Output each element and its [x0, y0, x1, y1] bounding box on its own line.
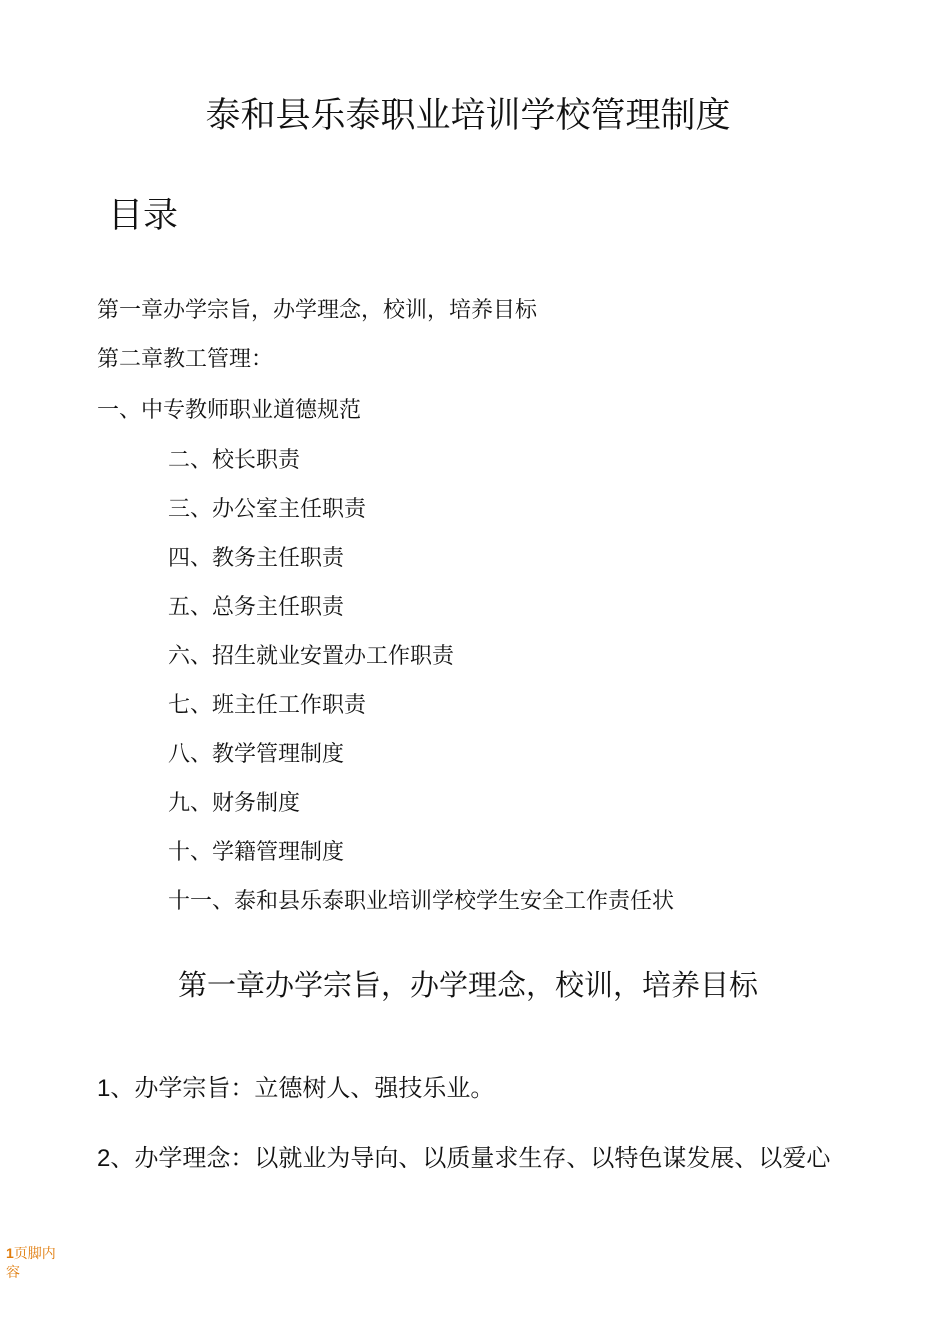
- page-footer: [6, 1244, 66, 1283]
- body-paragraph: [97, 1141, 830, 1176]
- item-text: 、办学理念：以就业为导向、以质量求生存、以特色谋发展、以爱心: [110, 1144, 831, 1172]
- item-number: 2: [97, 1145, 111, 1172]
- toc-heading: 目录: [108, 196, 179, 236]
- toc-item: 九、财务制度: [168, 791, 301, 816]
- toc-item: 十、学籍管理制度: [168, 840, 345, 865]
- toc-item: 七、班主任工作职责: [168, 693, 367, 718]
- document-title: 泰和县乐泰职业培训学校管理制度: [205, 96, 731, 136]
- toc-item: 一、中专教师职业道德规范: [97, 398, 362, 423]
- footer-label: 页脚内容: [6, 1246, 56, 1281]
- toc-item: 四、教务主任职责: [168, 546, 345, 571]
- body-paragraph: [97, 1071, 494, 1106]
- toc-item: 六、招生就业安置办工作职责: [168, 644, 455, 669]
- page-number: 1: [6, 1245, 14, 1261]
- item-text: 、办学宗旨：立德树人、强技乐业。: [110, 1074, 495, 1102]
- toc-item: 五、总务主任职责: [168, 595, 345, 620]
- toc-item: 第一章办学宗旨，办学理念，校训，培养目标: [97, 298, 538, 323]
- toc-item: 十一、泰和县乐泰职业培训学校学生安全工作责任状: [168, 889, 675, 914]
- toc-item: 二、校长职责: [168, 448, 301, 473]
- toc-item: 三、办公室主任职责: [168, 497, 367, 522]
- chapter-heading: 第一章办学宗旨，办学理念，校训，培养目标: [177, 968, 758, 1002]
- toc-item: 第二章教工管理：: [97, 347, 274, 372]
- item-number: 1: [97, 1075, 111, 1102]
- toc-item: 八、教学管理制度: [168, 742, 345, 767]
